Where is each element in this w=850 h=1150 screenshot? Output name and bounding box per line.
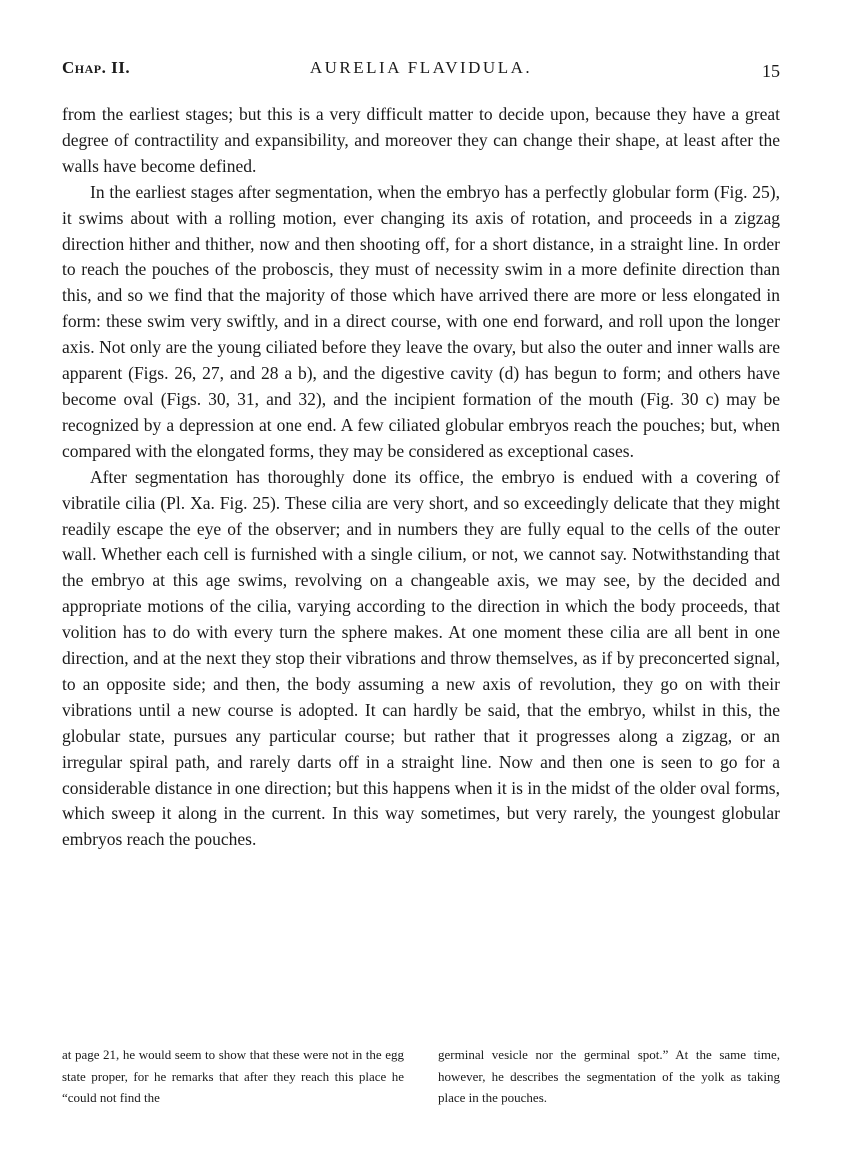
page-number: 15 — [762, 61, 780, 81]
running-head — [62, 58, 780, 88]
chapter-label: Chap. II. — [62, 58, 131, 77]
paragraph: After segmentation has thoroughly done its office, the embryo is endued with a covering of vibratile cilia (Pl. Xa. Fig. 25). These cilia are very short, and so exceedingly delicate that they might readily escape the eye of the observer; and in numbers they are fully equal to the cells of the outer wall. Whether each cell is furnished with a single cilium, or not, we cannot say. Notwithstanding that the embryo at this age swims, revolving on a changeable axis, we may see, by the decided and appropriate motions of the cilia, varying according to the direction in which the body proceeds, that volition has to do with every turn the sphere makes. At one moment these cilia are all bent in one direction, and at the next they stop their vibrations and throw themselves, as if by preconcerted signal, to an opposite side; and then, the body assuming a new axis of revolution, they go on with their vibrations until a new course is adopted. It can hardly be said, that the embryo, whilst in this, the globular state, pursues any particular course; but rather that it progresses along a zigzag, or an irregular spiral path, and rarely darts off in a straight line. Now and then one is seen to go for a considerable distance in one direction; but this happens when it is in the midst of the older oval forms, which sweep it along in the current. In this way sometimes, but very rarely, the youngest globular embryos reach the pouches. — [62, 466, 780, 850]
body-text — [62, 102, 780, 853]
paragraph: from the earliest stages; but this is a very difficult matter to decide upon, because they have a great degree of contractility and expansibility, and moreover they can change their shape, at least after the walls have become defined. — [62, 104, 780, 176]
page — [62, 58, 780, 1105]
paragraph: In the earliest stages after segmentation, when the embryo has a perfectly globular form (Fig. 25), it swims about with a rolling motion, ever changing its axis of rotation, and proceeds in a zigzag direction hither and thither, now and then shooting off, for a short distance, in a straight line. In order to reach the pouches of the proboscis, they must of necessity swim in a more definite direction than this, and so we find that the majority of those which have arrived there are more or less elongated in form: these swim very swiftly, and in a direct course, with one end forward, and roll upon the longer axis. Not only are the young ciliated before they leave the ovary, but also the outer and inner walls are apparent (Figs. 26, 27, and 28 a b), and the digestive cavity (d) has begun to form; and others have become oval (Figs. 30, 31, and 32), and the incipient formation of the mouth (Fig. 30 c) may be recognized by a depression at one end. A few ciliated globular embryos reach the pouches; but, when compared with the elongated forms, they may be considered as exceptional cases. — [62, 181, 780, 461]
footnotes — [62, 1044, 780, 1109]
running-title: AURELIA FLAVIDULA. — [309, 58, 533, 77]
footnote-left-column: at page 21, he would seem to show that these were not in the egg state proper, for he remarks that after they reach this place he “could not find the — [62, 1047, 404, 1105]
footnote-right-column: germinal vesicle nor the germinal spot.” At the same time, however, he describes the segmentation of the yolk as taking place in the pouches. — [438, 1047, 780, 1105]
